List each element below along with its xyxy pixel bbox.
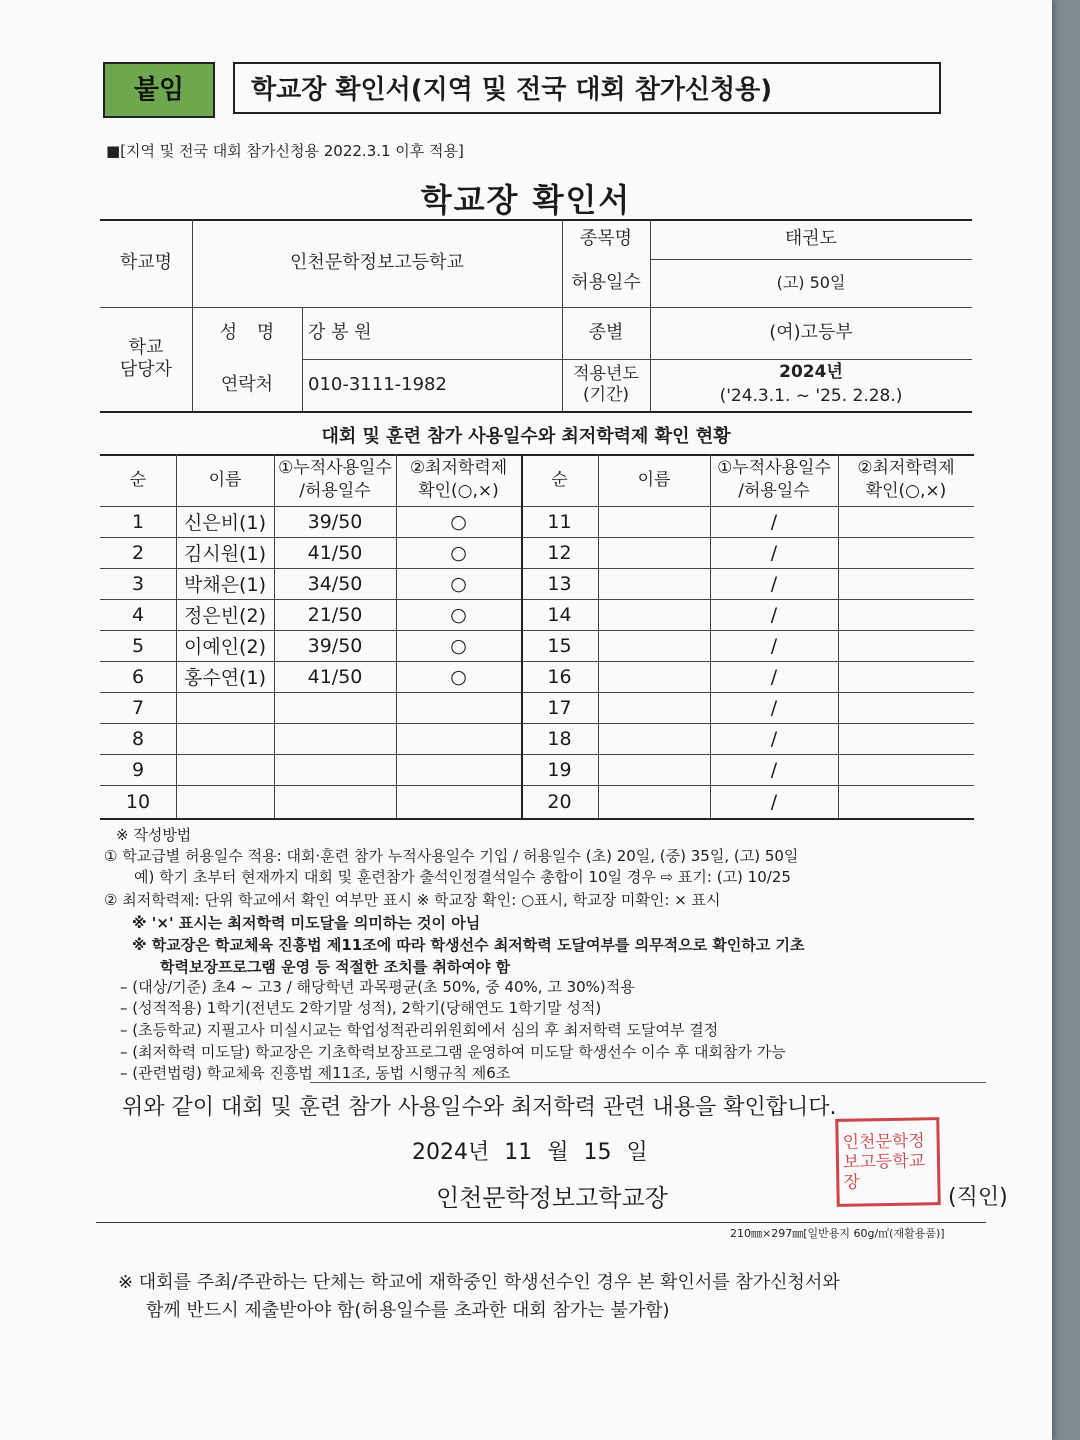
row-no: 7: [131, 696, 145, 719]
row-days-right: /: [770, 727, 778, 750]
col-no-header: 순: [129, 469, 147, 490]
row-days-right: /: [770, 634, 778, 657]
row-days: 41/50: [307, 541, 363, 564]
row-days: 41/50: [307, 665, 363, 688]
sport-label: 종목명: [579, 227, 633, 249]
col-name-header-2: 이름: [637, 469, 671, 490]
attachment-tag: 붙임: [103, 62, 215, 118]
allowed-days-label: 허용일수: [571, 271, 641, 293]
col-no-header-2: 순: [551, 469, 568, 490]
col-min-header-2: ②최저학력제 확인(○,×): [857, 458, 955, 501]
instruction-line: – (초등학교) 지필고사 미실시교는 학업성적관리위원회에서 심의 후 최저학력 도달여부 결정: [120, 1021, 719, 1039]
row-days-right: /: [770, 758, 778, 781]
instruction-line: – (대상/기준) 초4 ~ 고3 / 해당학년 과목평균(초 50%, 중 40%, 고 30%)적용: [120, 978, 635, 996]
row-no: 6: [131, 665, 145, 688]
row-no: 8: [131, 727, 145, 750]
confirmation-date: 2024년 11 월 15 일: [412, 1140, 648, 1165]
row-no: 3: [131, 572, 145, 595]
applied-year-label: 적용년도 (기간): [573, 363, 639, 405]
col-days-header: ①누적사용일수 /허용일수: [278, 458, 392, 501]
row-days: 39/50: [307, 634, 363, 657]
row-name: 정은빈(2): [184, 605, 266, 627]
col-days-header-2: ①누적사용일수 /허용일수: [717, 458, 831, 501]
instruction-line: ※ 학교장은 학교체육 진흥법 제11조에 따라 학생선수 최저학력 도달여부를 의무적으로 확인하고 기초: [132, 936, 805, 954]
row-days-right: /: [770, 665, 778, 688]
manager-name-value: 강 봉 원: [308, 321, 372, 343]
instruction-line: 학력보장프로그램 운영 등 적절한 조치를 취하여야 함: [160, 958, 511, 976]
sport-value: 태권도: [784, 227, 838, 249]
row-days: 39/50: [307, 510, 363, 533]
row-no: 1: [131, 510, 145, 533]
row-name: 이예인(2): [184, 636, 266, 658]
row-no-right: 13: [547, 572, 572, 595]
row-no-right: 19: [547, 758, 572, 781]
instruction-line: – (최저학력 미도달) 학교장은 기초학력보장프로그램 운영하여 미도달 학생선수 이수 후 대회참가 가능: [120, 1043, 786, 1061]
instructions-title: ※ 작성방법: [116, 826, 192, 844]
applied-year-value: 2024년: [779, 362, 843, 383]
col-name-header: 이름: [208, 469, 242, 490]
row-no-right: 12: [547, 541, 572, 564]
row-no: 5: [131, 634, 145, 657]
row-days: 21/50: [307, 603, 363, 626]
row-no-right: 15: [547, 634, 572, 657]
division-label: 종별: [588, 321, 624, 343]
paper-spec: 210㎜×297㎜[일반용지 60g/㎡(재활용품)]: [730, 1227, 945, 1240]
row-min-check: ○: [450, 665, 467, 688]
applicability-note: ■[지역 및 전국 대회 참가신청용 2022.3.1 이후 적용]: [106, 142, 464, 160]
school-name-value: 인천문학정보고등학교: [290, 251, 464, 273]
row-days-right: /: [770, 603, 778, 626]
row-no: 4: [131, 603, 145, 626]
row-min-check: ○: [450, 572, 467, 595]
row-min-check: ○: [450, 510, 467, 533]
row-no-right: 20: [547, 790, 572, 813]
row-no-right: 18: [547, 727, 572, 750]
contact-label: 연락처: [220, 373, 274, 395]
row-name: 김시원(1): [184, 543, 266, 565]
instruction-line: ※ '×' 표시는 최저학력 미도달을 의미하는 것이 아님: [132, 914, 481, 932]
applied-period-value: ('24.3.1. ~ '25. 2.28.): [719, 386, 903, 407]
principal-signature-line: 인천문학정보고학교장: [436, 1184, 668, 1212]
school-manager-label: 학교 담당자: [119, 336, 173, 380]
row-no-right: 17: [547, 696, 572, 719]
instruction-line: – (관련법령) 학교체육 진흥법 제11조, 동법 시행규칙 제6조: [120, 1064, 511, 1082]
contact-value: 010-3111-1982: [308, 373, 447, 395]
name-label: 성 명: [219, 321, 275, 343]
row-name: 신은비(1): [184, 512, 266, 534]
footer-note-line-1: ※ 대회를 주최/주관하는 단체는 학교에 재학중인 학생선수인 경우 본 확인서를 참가신청서와: [118, 1272, 840, 1293]
row-no-right: 16: [547, 665, 572, 688]
row-no: 10: [125, 790, 151, 813]
participation-section-title: 대회 및 훈련 참가 사용일수와 최저학력제 확인 현황: [321, 426, 731, 447]
row-days-right: /: [770, 790, 778, 813]
official-seal: 인천문학정보고등학교장: [835, 1117, 941, 1207]
document-title: 학교장 확인서: [420, 181, 632, 219]
row-days-right: /: [770, 541, 778, 564]
row-days-right: /: [770, 572, 778, 595]
allowed-days-value: (고) 50일: [776, 273, 846, 292]
row-min-check: ○: [450, 541, 467, 564]
col-min-header: ②최저학력제 확인(○,×): [409, 458, 508, 501]
instruction-line: 예) 학기 초부터 현재까지 대회 및 훈련참가 출석인정결석일수 총합이 10일 경우 ⇨ 표기: (고) 10/25: [134, 868, 791, 886]
form-heading: 학교장 확인서(지역 및 전국 대회 참가신청용): [233, 62, 941, 114]
instruction-line: ② 최저학력제: 단위 학교에서 확인 여부만 표시 ※ 학교장 확인: ○표시, 학교장 미확인: × 표시: [104, 891, 721, 909]
row-no-right: 14: [547, 603, 572, 626]
row-min-check: ○: [450, 603, 467, 626]
instruction-line: ① 학교급별 허용일수 적용: 대회·훈련 참가 누적사용일수 기입 / 허용일수 (초) 20일, (중) 35일, (고) 50일: [104, 847, 799, 865]
confirmation-statement: 위와 같이 대회 및 훈련 참가 사용일수와 최저학력 관련 내용을 확인합니다.: [122, 1095, 837, 1120]
row-no: 9: [131, 758, 145, 781]
footer-note-line-2: 함께 반드시 제출받아야 함(허용일수를 초과한 대회 참가는 불가함): [146, 1300, 670, 1321]
row-name: 박채은(1): [184, 574, 266, 596]
row-no: 2: [131, 541, 145, 564]
row-min-check: ○: [450, 634, 467, 657]
row-days: 34/50: [307, 572, 363, 595]
row-no-right: 11: [547, 510, 572, 533]
instruction-line: – (성적적용) 1학기(전년도 2학기말 성적), 2학기(당해연도 1학기말 성적): [120, 999, 602, 1017]
row-days-right: /: [770, 510, 778, 533]
row-days-right: /: [770, 696, 778, 719]
row-name: 홍수연(1): [184, 667, 266, 689]
seal-suffix: (직인): [948, 1185, 1008, 1210]
division-value: (여)고등부: [769, 321, 853, 343]
school-name-label: 학교명: [119, 251, 173, 273]
